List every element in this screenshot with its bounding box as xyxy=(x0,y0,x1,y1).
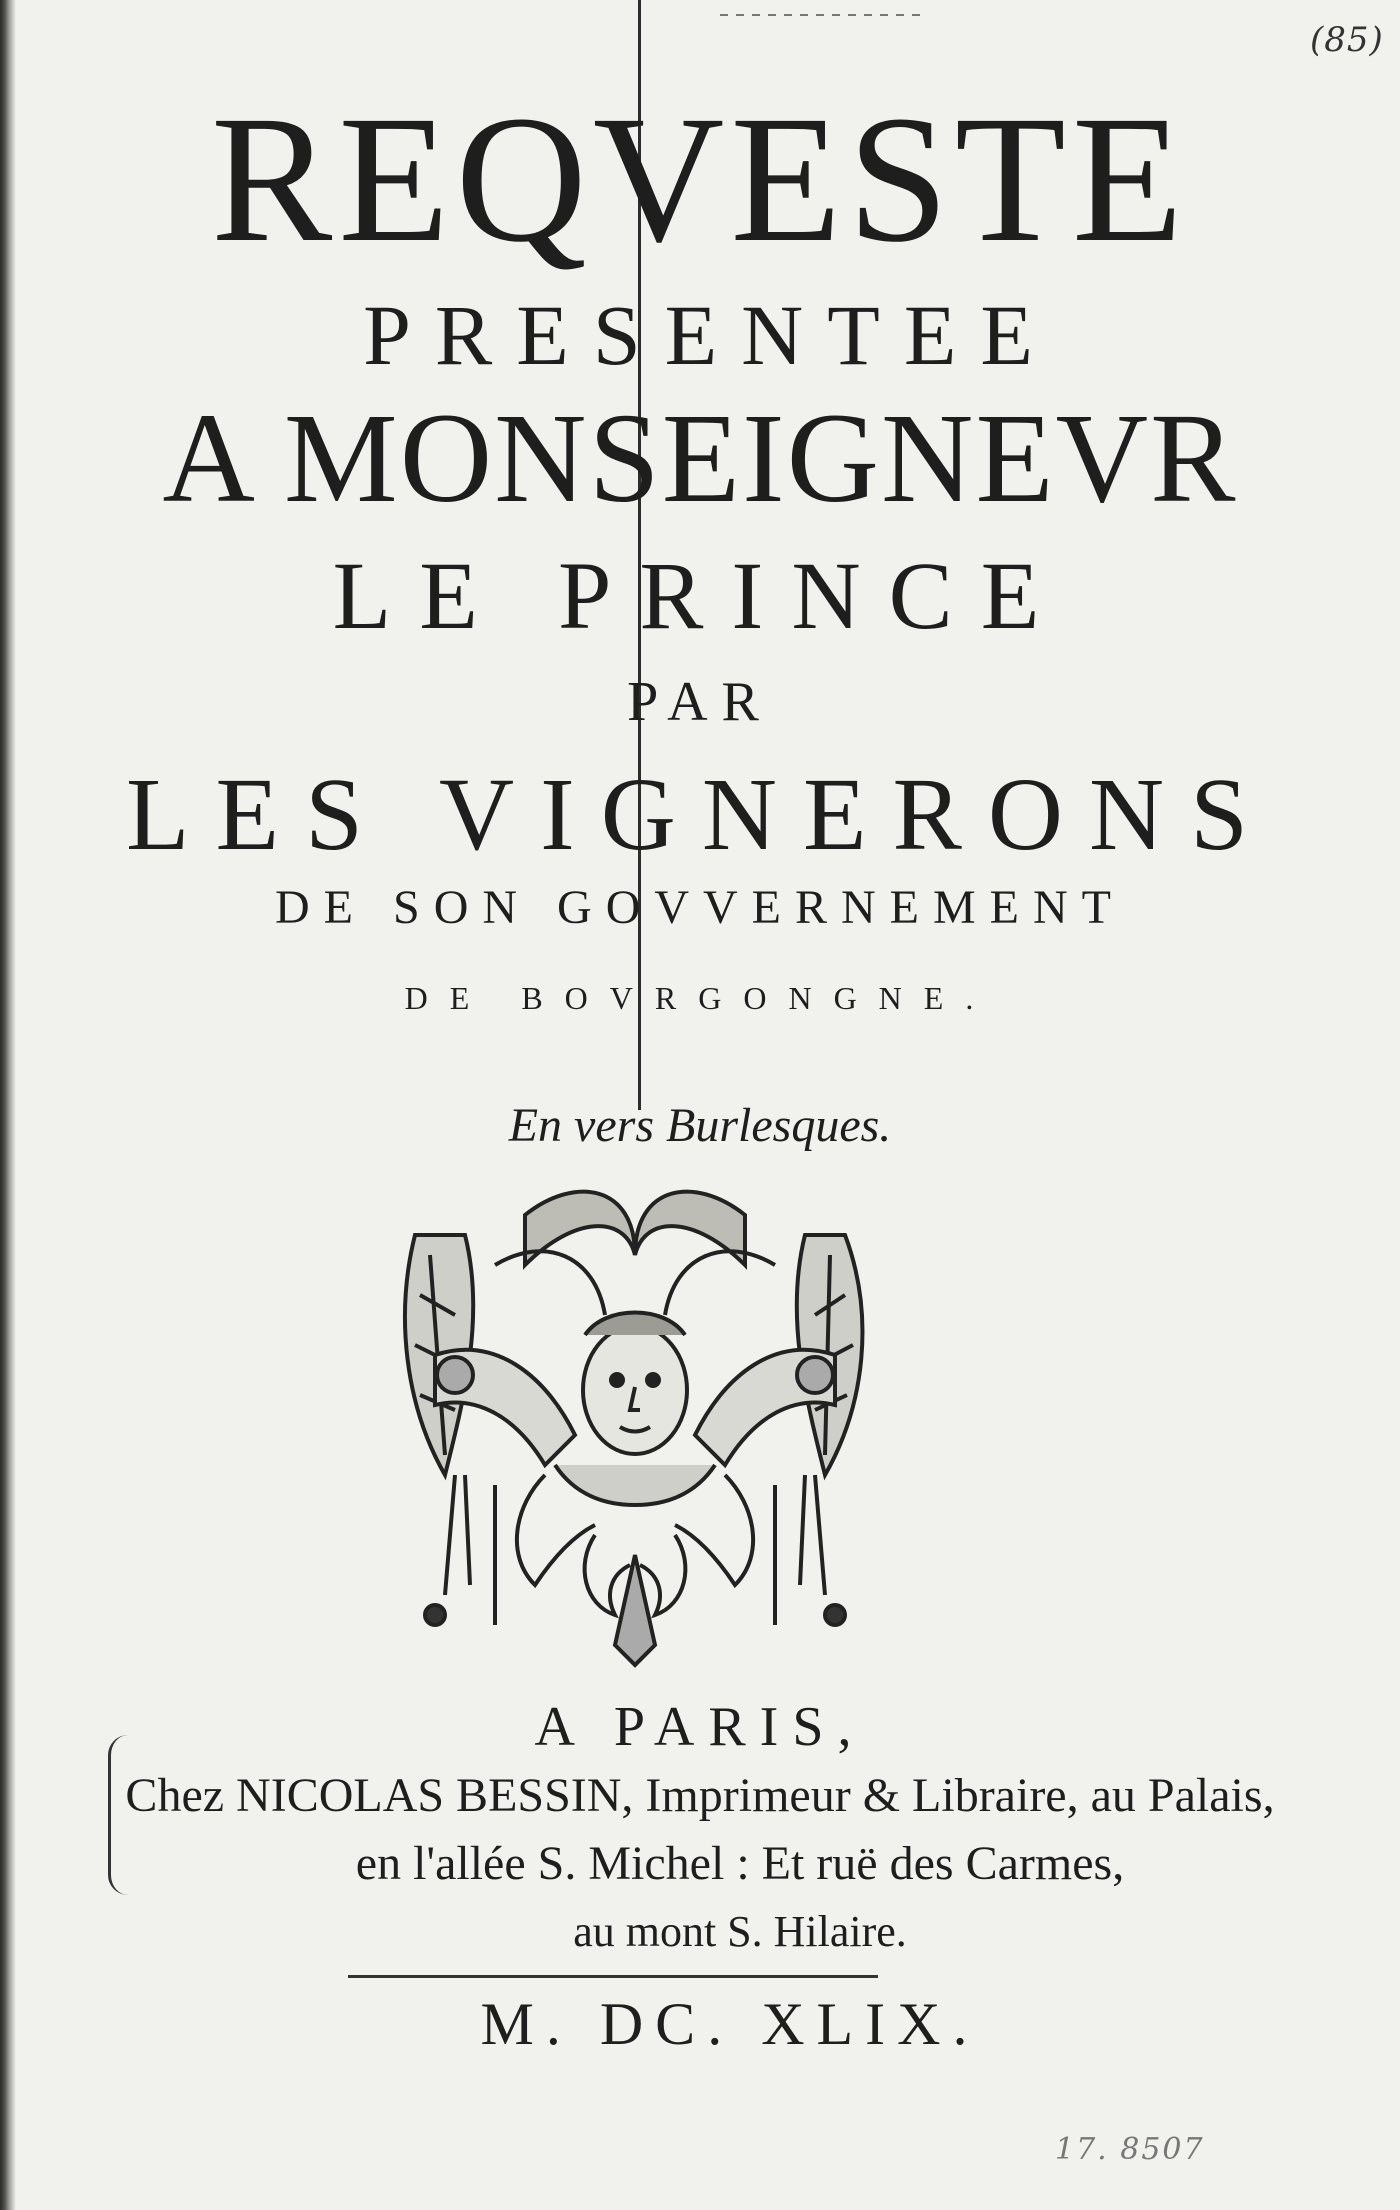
printers-device-ornament-icon xyxy=(375,1175,895,1675)
title-line-7: DE SON GOVVERNEMENT xyxy=(275,881,1125,934)
shelfmark: 17. 8507 xyxy=(1055,2132,1205,2167)
imprint-line-1: Chez NICOLAS BESSIN, Imprimeur & Libraire, au Palais, xyxy=(125,1769,1275,1822)
title-line-1: REQVESTE xyxy=(210,79,1190,280)
title-line-2: PRESENTEE xyxy=(363,287,1057,383)
top-dashed-mark xyxy=(720,14,920,16)
subtitle: En vers Burlesques. xyxy=(508,1099,892,1152)
imprint-date: M. DC. XLIX. xyxy=(480,1991,980,2057)
title-line-4: LE PRINCE xyxy=(332,542,1068,649)
imprint-city: A PARIS, xyxy=(534,1696,866,1758)
imprint-line-2: en l'allée S. Michel : Et ruë des Carmes, xyxy=(355,1837,1125,1890)
title-line-8: DE BOVRGONGNE. xyxy=(404,980,996,1016)
folio-number: (85) xyxy=(1310,20,1384,60)
imprint-rule xyxy=(348,1975,878,1978)
imprint-line-3: au mont S. Hilaire. xyxy=(573,1907,907,1956)
title-line-6: LES VIGNERONS xyxy=(126,757,1274,872)
title-line-5: PAR xyxy=(627,671,773,733)
title-line-3: A MONSEIGNEVR xyxy=(162,387,1238,529)
